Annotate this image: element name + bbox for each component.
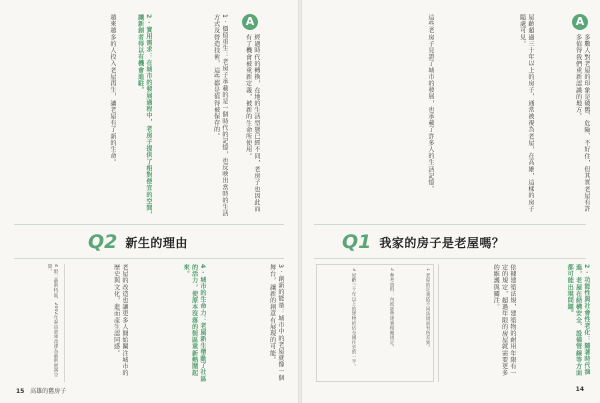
right-footnote-2: 2 參考資料：內政部營建署相關規定。 xyxy=(389,268,394,350)
left-page xyxy=(0,0,298,403)
right-footnote-1: 1 老屋的定義依不同法規而有所差異。 xyxy=(425,268,430,350)
right-top-text-col-3: 這些老房子見證了城市的發展，也承載了許多人的生活記憶。 xyxy=(427,14,434,193)
left-top-text-col-3: 越來越多的人投入老屋再生，讓老屋有了新的生命。 xyxy=(109,14,116,166)
q2-top-rule xyxy=(14,224,284,225)
right-top-text-col-1: 多數人對老屋的印象是破舊、危險、不好住，但其實老屋有許多值得我們重新認識的地方。 xyxy=(574,34,590,213)
left-top-text-col-2: 1 ‧ 價值重生：老房子承載的是一個時代的記憶，也反映出當時的生活方式及營造技術，這些都是值得被保存的。 xyxy=(212,14,228,217)
right-note-divider xyxy=(438,264,439,382)
q1-heading xyxy=(342,230,504,254)
left-running-title: 高雄的舊房子 xyxy=(30,388,67,395)
answer-badge: A xyxy=(242,14,258,30)
left-bottom-text-col-2: 老屋的改造也讓更多人開始關注城市的歷史與文化，進而產生認同感。 xyxy=(112,264,128,377)
left-bottom-heading-green: 4 ‧ 城市的生命力：老屋新生帶動了社區的活力，使原本沒落的街區重新熱鬧起來。 xyxy=(182,264,206,382)
q2-label: Q2 xyxy=(88,231,118,253)
q1-top-rule xyxy=(314,224,586,225)
right-bottom-text-col-1: 依據建築法規，建築物的耐用年限有一定的規定，超過年限的房屋就需要更多的維護與關注。 xyxy=(492,264,516,377)
q1-title: 我家的房子是老屋嗎？ xyxy=(379,235,505,250)
q2-title: 新生的理由 xyxy=(125,235,188,250)
q1-label: Q1 xyxy=(342,231,372,253)
q1-bottom-rule xyxy=(314,258,586,259)
right-folio xyxy=(576,386,584,393)
left-folio xyxy=(16,386,66,395)
left-note-divider xyxy=(64,264,65,382)
right-footnote-3: 3 屋齡三十年以上的建物約佔全國住宅的一半。 xyxy=(351,268,356,369)
left-top-heading-green: 2 ‧ 實用需求：在城市的發展過程中，老房子提供了相對便宜的空間，讓新創者得以有機會進駐。 xyxy=(136,14,152,218)
right-bottom-heading-green: 2 ‧ 功能性與社會性老化：隨著時代演進，老屋在結構安全、設備管線等方面都可能出現問題。 xyxy=(566,264,590,377)
q2-heading xyxy=(88,230,188,254)
q2-bottom-rule xyxy=(14,258,284,259)
left-footnote: 4 駁二藝術特區，2002年起由倉庫改建為藝術展演空間。 xyxy=(47,264,58,378)
left-bottom-text-col-1: 3 ‧ 創新的能量：城市中的老屋就像一個舞台，讓新的創意有展現的可能。 xyxy=(268,264,284,382)
answer-badge-right: A xyxy=(572,14,588,30)
right-top-text-col-2: 屋齡超過三十年以上的房子，通常被視為老屋，在高雄，這樣的房子隨處可見。 xyxy=(518,14,534,212)
left-page-number: 15 xyxy=(16,388,25,395)
right-page-number: 14 xyxy=(575,386,584,393)
right-page xyxy=(302,0,600,403)
left-top-text-col-1: 經過時代的轉換，在地的生活型態已經不同，老房子也因此而有了機會被重新定義，被新的生命所使用。 xyxy=(244,34,260,213)
